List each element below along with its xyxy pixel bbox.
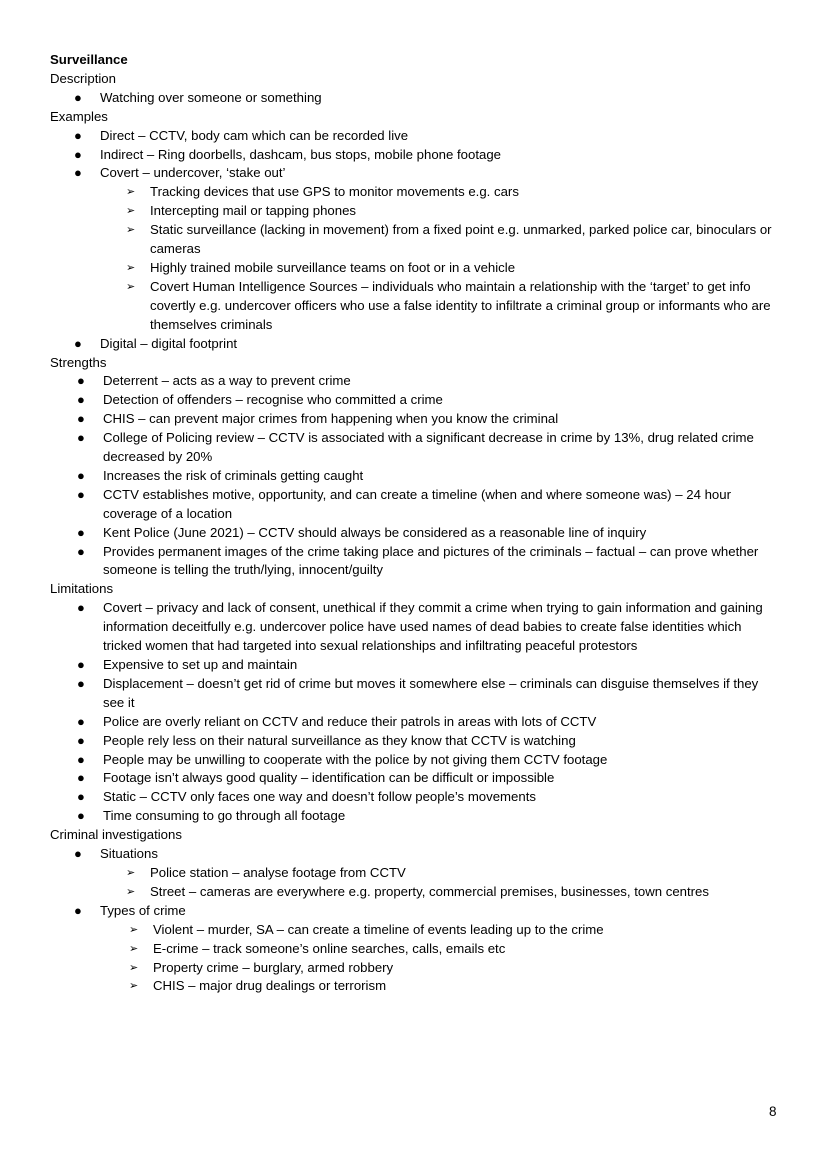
bullet-icon: ●	[74, 902, 82, 918]
description-heading: Description	[50, 70, 116, 86]
bullet-icon: ●	[74, 89, 82, 105]
sub-list-item: ➢ Intercepting mail or tapping phones	[50, 202, 780, 221]
arrow-bullet-icon: ➢	[126, 866, 136, 879]
list-item: ● People may be unwilling to cooperate with the police by not giving them CCTV footage	[50, 751, 780, 770]
arrow-bullet-icon: ➢	[126, 224, 136, 237]
bullet-icon: ●	[74, 146, 82, 162]
list-item: ● Provides permanent images of the crime taking place and pictures of the criminals – factual – can prove whether someone is telling the truth/lying, innocent/guilty	[77, 543, 759, 578]
list-item: ● Covert – undercover, ‘stake out’	[50, 164, 780, 183]
sub-list-item: ➢ CHIS – major drug dealings or terrorism	[50, 977, 780, 996]
bullet-icon: ●	[77, 770, 85, 786]
limitations-heading: Limitations	[50, 581, 114, 597]
bullet-icon: ●	[77, 675, 85, 691]
list-item: ● CCTV establishes motive, opportunity, and can create a timeline (when and where someone was) – 24 hour coverage of a location	[77, 486, 731, 521]
list-item: ● CHIS – can prevent major crimes from happening when you know the criminal	[50, 410, 780, 429]
bullet-icon: ●	[77, 543, 85, 559]
bullet-icon: ●	[77, 789, 85, 805]
bullet-icon: ●	[77, 732, 85, 748]
examples-list	[50, 127, 780, 354]
arrow-bullet-icon: ➢	[126, 186, 136, 199]
list-item: ● Types of crime	[50, 902, 780, 921]
sub-list-item: ➢ Tracking devices that use GPS to monitor movements e.g. cars	[50, 183, 780, 202]
bullet-icon: ●	[77, 486, 85, 502]
sub-list-item: ➢ Covert Human Intelligence Sources – individuals who maintain a relationship with the ‘target’ to get info covertly e.g. undercover officers who use a false identity to infiltrate a criminal group or informants who are themselves criminals	[126, 278, 771, 332]
bullet-icon: ●	[77, 657, 85, 672]
bullet-icon: ●	[74, 846, 82, 862]
arrow-bullet-icon: ➢	[129, 961, 139, 974]
list-item: ● Expensive to set up and maintain	[50, 656, 780, 675]
arrow-bullet-icon: ➢	[126, 261, 136, 274]
list-item: ● Deterrent – acts as a way to prevent crime	[50, 372, 780, 391]
criminal-investigations-list	[50, 845, 780, 996]
bullet-icon: ●	[77, 467, 85, 483]
list-item: ● Kent Police (June 2021) – CCTV should always be considered as a reasonable line of inquiry	[50, 524, 780, 543]
bullet-icon: ●	[77, 751, 85, 767]
sub-list-item: ➢ Property crime – burglary, armed robbery	[50, 959, 780, 978]
list-item: ● Direct – CCTV, body cam which can be recorded live	[50, 127, 780, 146]
description-list	[50, 89, 780, 108]
arrow-bullet-icon: ➢	[129, 980, 139, 993]
page-number: 8	[769, 1104, 777, 1119]
list-item: ● Footage isn’t always good quality – identification can be difficult or impossible	[50, 769, 780, 788]
strengths-heading: Strengths	[50, 354, 107, 370]
arrow-bullet-icon: ➢	[126, 885, 136, 898]
list-item: ● People rely less on their natural surveillance as they know that CCTV is watching	[50, 732, 780, 751]
list-item: ● Time consuming to go through all footage	[50, 807, 780, 826]
bullet-icon: ●	[77, 713, 85, 729]
list-item: ● Increases the risk of criminals getting caught	[50, 467, 780, 486]
sub-list-item: ➢ Static surveillance (lacking in movement) from a fixed point e.g. unmarked, parked police car, binoculars or cameras	[126, 222, 772, 257]
bullet-icon: ●	[77, 524, 85, 540]
bullet-icon: ●	[77, 600, 85, 616]
bullet-icon: ●	[74, 165, 82, 181]
strengths-list	[50, 372, 780, 580]
page-title: Surveillance	[50, 52, 128, 67]
list-item: ● Static – CCTV only faces one way and doesn’t follow people’s movements	[50, 788, 780, 807]
list-item: ● Digital – digital footprint	[50, 335, 780, 354]
sub-list-item: ➢ Violent – murder, SA – can create a timeline of events leading up to the crime	[50, 921, 780, 940]
sub-list-item: ➢ Police station – analyse footage from CCTV	[50, 864, 780, 883]
bullet-icon: ●	[74, 127, 82, 143]
sub-list-item: ➢ Highly trained mobile surveillance teams on foot or in a vehicle	[50, 259, 780, 278]
list-item: ● Covert – privacy and lack of consent, unethical if they commit a crime when trying to gain information and gaining information deceitfully e.g. undercover police have used names of dead babies to create false identities which tricked women that had targeted into sexual relationships and infiltrating peaceful protestors	[77, 600, 763, 654]
bullet-icon: ●	[74, 335, 82, 351]
arrow-bullet-icon: ➢	[126, 205, 136, 218]
sub-list-item: ➢ E-crime – track someone’s online searches, calls, emails etc	[50, 940, 780, 959]
list-item: ● Watching over someone or something	[50, 89, 780, 108]
arrow-bullet-icon: ➢	[126, 280, 136, 293]
bullet-icon: ●	[77, 411, 85, 427]
limitations-list	[50, 599, 780, 826]
sub-list-item: ➢ Street – cameras are everywhere e.g. property, commercial premises, businesses, town centres	[50, 883, 780, 902]
bullet-icon: ●	[77, 808, 85, 824]
list-item: ● Situations	[50, 845, 780, 864]
document-page	[50, 51, 780, 996]
list-item: ● College of Policing review – CCTV is associated with a significant decrease in crime by 13%, drug related crime decreased by 20%	[77, 430, 754, 465]
bullet-icon: ●	[77, 430, 85, 446]
bullet-icon: ●	[77, 392, 85, 408]
arrow-bullet-icon: ➢	[129, 923, 139, 936]
criminal-investigations-heading: Criminal investigations	[50, 827, 182, 843]
list-item: ● Detection of offenders – recognise who committed a crime	[50, 391, 780, 410]
examples-heading: Examples	[50, 108, 108, 124]
list-item: ● Displacement – doesn’t get rid of crime but moves it somewhere else – criminals can disguise themselves if they see it	[77, 675, 759, 710]
list-item: ● Police are overly reliant on CCTV and reduce their patrols in areas with lots of CCTV	[50, 713, 780, 732]
arrow-bullet-icon: ➢	[129, 942, 139, 955]
bullet-icon: ●	[77, 373, 85, 389]
list-item: ● Indirect – Ring doorbells, dashcam, bus stops, mobile phone footage	[50, 146, 780, 165]
